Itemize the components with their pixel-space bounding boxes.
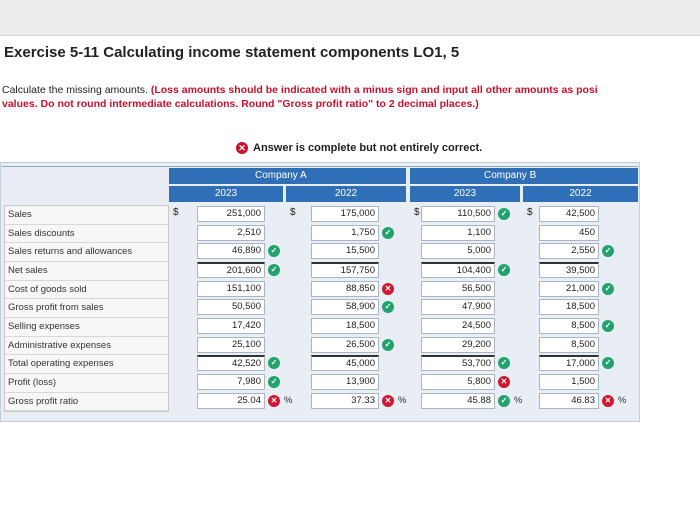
answer-input-b-2022-row-3[interactable]: 39,500 (539, 262, 599, 278)
answer-input-a-2022-row-4[interactable]: 88,850 (311, 281, 379, 297)
answer-input-a-2022-row-0[interactable]: 175,000 (311, 206, 379, 222)
answer-input-a-2023-row-8[interactable]: 42,520 (197, 355, 265, 371)
instructions-emphasis-line2: values. Do not round intermediate calculations. Round "Gross profit ratio" to 2 decimal places.) (2, 98, 479, 110)
answer-input-b-2022-row-1[interactable]: 450 (539, 225, 599, 241)
correct-check-icon: ✓ (602, 245, 614, 257)
answer-input-a-2022-row-6[interactable]: 18,500 (311, 318, 379, 334)
percent-sign-a-2023: % (284, 394, 293, 406)
answer-input-a-2022-row-5[interactable]: 58,900 (311, 299, 379, 315)
row-label-net-sales: Net sales (5, 262, 168, 281)
answer-input-a-2022-row-10[interactable]: 37.33 (311, 393, 379, 409)
instructions-emphasis: (Loss amounts should be indicated with a minus sign and input all other amounts as posi (150, 84, 598, 96)
correct-check-icon: ✓ (268, 245, 280, 257)
answer-input-a-2023-row-3[interactable]: 201,600 (197, 262, 265, 278)
answer-input-a-2022-row-7[interactable]: 26,500 (311, 337, 379, 353)
answer-input-b-2022-row-5[interactable]: 18,500 (539, 299, 599, 315)
answer-input-b-2023-row-10[interactable]: 45.88 (421, 393, 495, 409)
year-header-a-2022: 2022 (286, 186, 406, 202)
incorrect-x-icon: ✕ (602, 395, 614, 407)
panel-top-rule (2, 166, 638, 167)
answer-input-a-2023-row-10[interactable]: 25.04 (197, 393, 265, 409)
answer-input-a-2022-row-9[interactable]: 13,900 (311, 374, 379, 390)
correct-check-icon: ✓ (602, 283, 614, 295)
answer-input-b-2022-row-2[interactable]: 2,550 (539, 243, 599, 259)
dollar-sign-b-2023: $ (414, 207, 420, 218)
answer-input-a-2023-row-2[interactable]: 46,890 (197, 243, 265, 259)
incorrect-x-icon: ✕ (268, 395, 280, 407)
correct-check-icon: ✓ (382, 339, 394, 351)
correct-check-icon: ✓ (268, 264, 280, 276)
company-a-label: Company A (255, 170, 307, 181)
correct-check-icon: ✓ (382, 227, 394, 239)
exercise-title: Exercise 5-11 Calculating income statement components LO1, 5 (4, 44, 460, 61)
answer-input-a-2023-row-5[interactable]: 50,500 (197, 299, 265, 315)
answer-input-a-2023-row-7[interactable]: 25,100 (197, 337, 265, 353)
answer-input-b-2022-row-9[interactable]: 1,500 (539, 374, 599, 390)
company-b-label: Company B (484, 170, 537, 181)
answer-input-b-2022-row-7[interactable]: 8,500 (539, 337, 599, 353)
company-a-header (169, 168, 406, 184)
percent-sign-a-2022: % (398, 394, 407, 406)
answer-status-banner (236, 142, 482, 154)
year-header-a-2023: 2023 (169, 186, 283, 202)
correct-check-icon: ✓ (268, 376, 280, 388)
row-label-sales: Sales (5, 206, 168, 225)
dollar-sign-a-2023: $ (173, 207, 179, 218)
row-labels-column (4, 205, 169, 412)
dollar-sign-b-2022: $ (527, 207, 533, 218)
answer-input-b-2023-row-8[interactable]: 53,700 (421, 355, 495, 371)
correct-check-icon: ✓ (498, 264, 510, 276)
instructions (2, 83, 700, 111)
correct-check-icon: ✓ (382, 301, 394, 313)
percent-sign-b-2022: % (618, 394, 627, 406)
answer-input-a-2022-row-2[interactable]: 15,500 (311, 243, 379, 259)
answer-input-b-2023-row-7[interactable]: 29,200 (421, 337, 495, 353)
incorrect-x-icon: ✕ (382, 395, 394, 407)
answer-input-b-2022-row-0[interactable]: 42,500 (539, 206, 599, 222)
answer-input-a-2023-row-9[interactable]: 7,980 (197, 374, 265, 390)
answer-input-b-2022-row-10[interactable]: 46.83 (539, 393, 599, 409)
row-label-cogs: Cost of goods sold (5, 281, 168, 300)
row-label-admin-expenses: Administrative expenses (5, 337, 168, 356)
row-label-total-opex: Total operating expenses (5, 355, 168, 374)
answer-input-a-2022-row-1[interactable]: 1,750 (311, 225, 379, 241)
row-label-sales-returns: Sales returns and allowances (5, 243, 168, 262)
answer-input-b-2022-row-8[interactable]: 17,000 (539, 355, 599, 371)
answer-input-a-2023-row-0[interactable]: 251,000 (197, 206, 265, 222)
correct-check-icon: ✓ (268, 357, 280, 369)
answer-input-b-2023-row-1[interactable]: 1,100 (421, 225, 495, 241)
instructions-lead: Calculate the missing amounts. (2, 84, 148, 96)
answer-input-a-2022-row-8[interactable]: 45,000 (311, 355, 379, 371)
answer-input-a-2022-row-3[interactable]: 157,750 (311, 262, 379, 278)
answer-status-text: Answer is complete but not entirely correct. (253, 142, 483, 154)
top-header-bar (0, 0, 700, 36)
incorrect-x-icon: ✕ (498, 376, 510, 388)
answer-input-b-2023-row-9[interactable]: 5,800 (421, 374, 495, 390)
correct-check-icon: ✓ (498, 395, 510, 407)
row-label-selling-expenses: Selling expenses (5, 318, 168, 337)
correct-check-icon: ✓ (602, 357, 614, 369)
correct-check-icon: ✓ (602, 320, 614, 332)
answer-input-a-2023-row-4[interactable]: 151,100 (197, 281, 265, 297)
company-b-header (410, 168, 638, 184)
incorrect-x-icon: ✕ (236, 142, 248, 154)
answer-input-b-2023-row-3[interactable]: 104,400 (421, 262, 495, 278)
year-header-b-2023: 2023 (410, 186, 520, 202)
answer-input-b-2023-row-2[interactable]: 5,000 (421, 243, 495, 259)
correct-check-icon: ✓ (498, 208, 510, 220)
year-header-b-2022: 2022 (523, 186, 638, 202)
incorrect-x-icon: ✕ (382, 283, 394, 295)
correct-check-icon: ✓ (498, 357, 510, 369)
answer-input-b-2022-row-6[interactable]: 8,500 (539, 318, 599, 334)
dollar-sign-a-2022: $ (290, 207, 296, 218)
row-label-profit-loss: Profit (loss) (5, 374, 168, 393)
row-label-sales-discounts: Sales discounts (5, 225, 168, 244)
row-label-gross-profit: Gross profit from sales (5, 299, 168, 318)
answer-input-b-2023-row-5[interactable]: 47,900 (421, 299, 495, 315)
answer-input-a-2023-row-1[interactable]: 2,510 (197, 225, 265, 241)
answer-input-b-2023-row-6[interactable]: 24,500 (421, 318, 495, 334)
percent-sign-b-2023: % (514, 394, 523, 406)
answer-input-a-2023-row-6[interactable]: 17,420 (197, 318, 265, 334)
answer-input-b-2022-row-4[interactable]: 21,000 (539, 281, 599, 297)
answer-input-b-2023-row-0[interactable]: 110,500 (421, 206, 495, 222)
row-label-gross-profit-ratio: Gross profit ratio (5, 393, 168, 412)
answer-input-b-2023-row-4[interactable]: 56,500 (421, 281, 495, 297)
